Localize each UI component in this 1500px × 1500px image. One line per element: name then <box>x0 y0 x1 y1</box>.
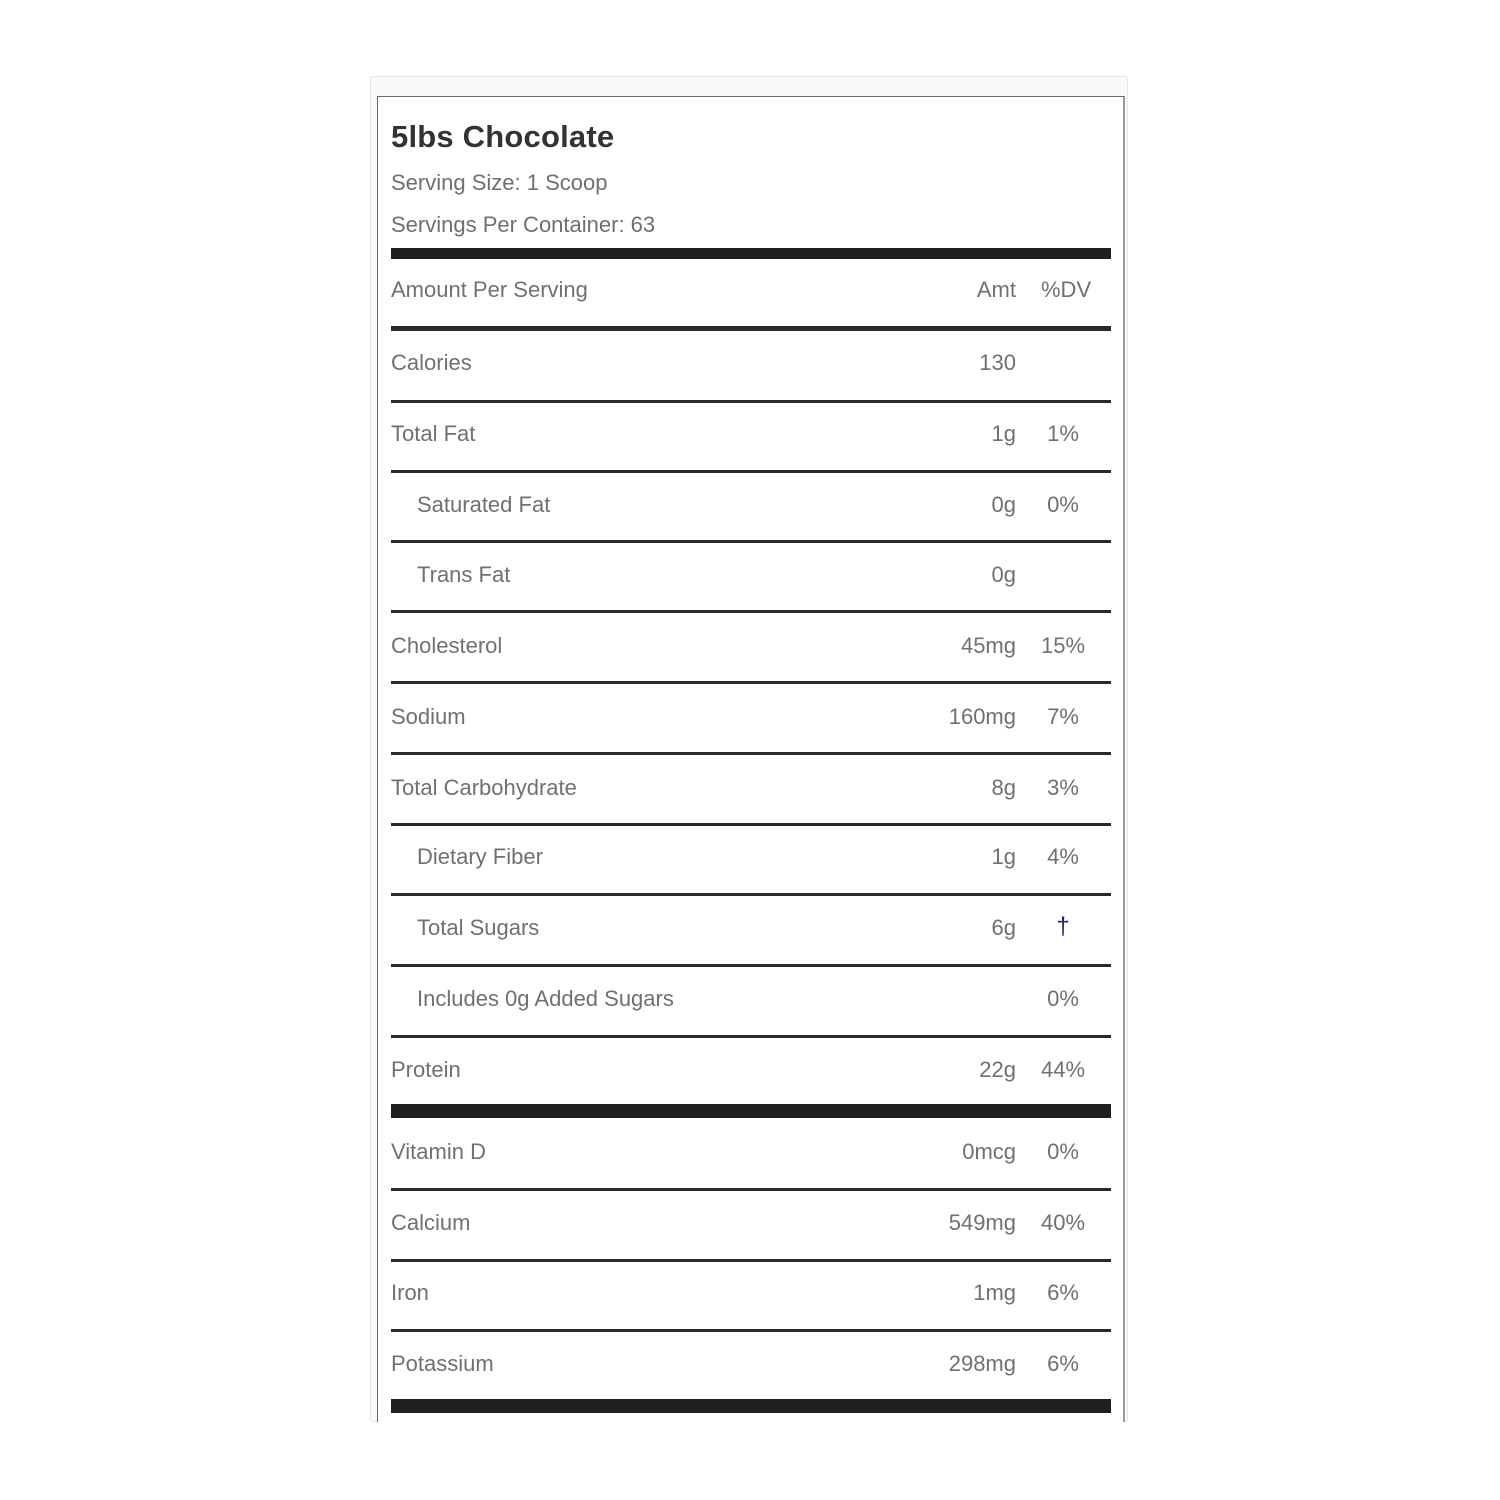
nutrient-amount: 6g <box>991 915 1016 940</box>
servings-per-container: Servings Per Container: 63 <box>391 212 656 237</box>
divider <box>391 1259 1111 1262</box>
nutrient-amount: 0g <box>991 492 1016 517</box>
nutrient-dv: 0% <box>1047 986 1079 1011</box>
nutrient-name: Protein <box>391 1057 461 1082</box>
vitamin-dv: 40% <box>1040 1210 1086 1235</box>
nutrient-dv: 4% <box>1047 844 1079 869</box>
vitamin-name: Iron <box>391 1280 429 1305</box>
vitamin-dv: 6% <box>1047 1351 1079 1376</box>
nutrient-dv: 44% <box>1040 1057 1086 1082</box>
nutrient-amount: 1g <box>991 421 1016 446</box>
nutrient-amount: 0g <box>991 562 1016 587</box>
vitamin-amount: 298mg <box>948 1351 1016 1376</box>
thick-divider-bottom <box>391 1399 1111 1413</box>
thick-divider-top <box>391 248 1111 259</box>
divider <box>391 752 1111 755</box>
nutrient-name: Calories <box>391 350 472 375</box>
nutrient-amount: 8g <box>991 775 1016 800</box>
nutrient-name: Saturated Fat <box>417 492 551 517</box>
thick-divider-middle <box>391 1104 1111 1118</box>
nutrient-amount: 22g <box>979 1057 1016 1082</box>
nutrient-name: Dietary Fiber <box>417 844 543 869</box>
vitamin-amount: 549mg <box>948 1210 1016 1235</box>
divider <box>391 1329 1111 1332</box>
divider <box>391 823 1111 826</box>
divider <box>391 540 1111 543</box>
vitamin-name: Vitamin D <box>391 1139 486 1164</box>
nutrient-name: Includes 0g Added Sugars <box>417 986 674 1011</box>
nutrient-dv: 3% <box>1047 775 1079 800</box>
nutrition-facts-label <box>377 96 1125 1422</box>
nutrient-dv: 1% <box>1047 421 1079 446</box>
divider <box>391 326 1111 331</box>
vitamin-name: Calcium <box>391 1210 471 1235</box>
serving-size: Serving Size: 1 Scoop <box>391 170 608 195</box>
nutrient-amount: 1g <box>991 844 1016 869</box>
nutrient-name: Total Carbohydrate <box>391 775 577 800</box>
vitamin-amount: 1mg <box>973 1280 1016 1305</box>
nutrient-name: Total Fat <box>391 421 476 446</box>
amt-column-header: Amt <box>976 277 1016 302</box>
nutrient-name: Trans Fat <box>417 562 511 587</box>
dv-column-header: %DV <box>1041 277 1092 302</box>
divider <box>391 893 1111 896</box>
dagger-icon: † <box>1056 913 1070 940</box>
nutrient-amount: 130 <box>979 350 1016 375</box>
divider <box>391 400 1111 403</box>
product-title: 5lbs Chocolate <box>391 119 615 154</box>
nutrient-dv: 15% <box>1040 633 1086 658</box>
nutrient-name: Total Sugars <box>417 915 540 940</box>
divider <box>391 964 1111 967</box>
divider <box>391 610 1111 613</box>
nutrient-dv: 7% <box>1047 704 1079 729</box>
nutrient-dv: 0% <box>1047 492 1079 517</box>
amount-per-serving-label: Amount Per Serving <box>391 277 588 302</box>
nutrient-amount: 160mg <box>948 704 1016 729</box>
divider <box>391 681 1111 684</box>
divider <box>391 1035 1111 1038</box>
vitamin-dv: 0% <box>1047 1139 1079 1164</box>
divider <box>391 470 1111 473</box>
nutrient-amount: 45mg <box>960 633 1016 658</box>
nutrient-name: Sodium <box>391 704 466 729</box>
vitamin-dv: 6% <box>1047 1280 1079 1305</box>
nutrient-name: Cholesterol <box>391 633 503 658</box>
divider <box>391 1188 1111 1191</box>
vitamin-amount: 0mcg <box>962 1139 1016 1164</box>
vitamin-name: Potassium <box>391 1351 494 1376</box>
